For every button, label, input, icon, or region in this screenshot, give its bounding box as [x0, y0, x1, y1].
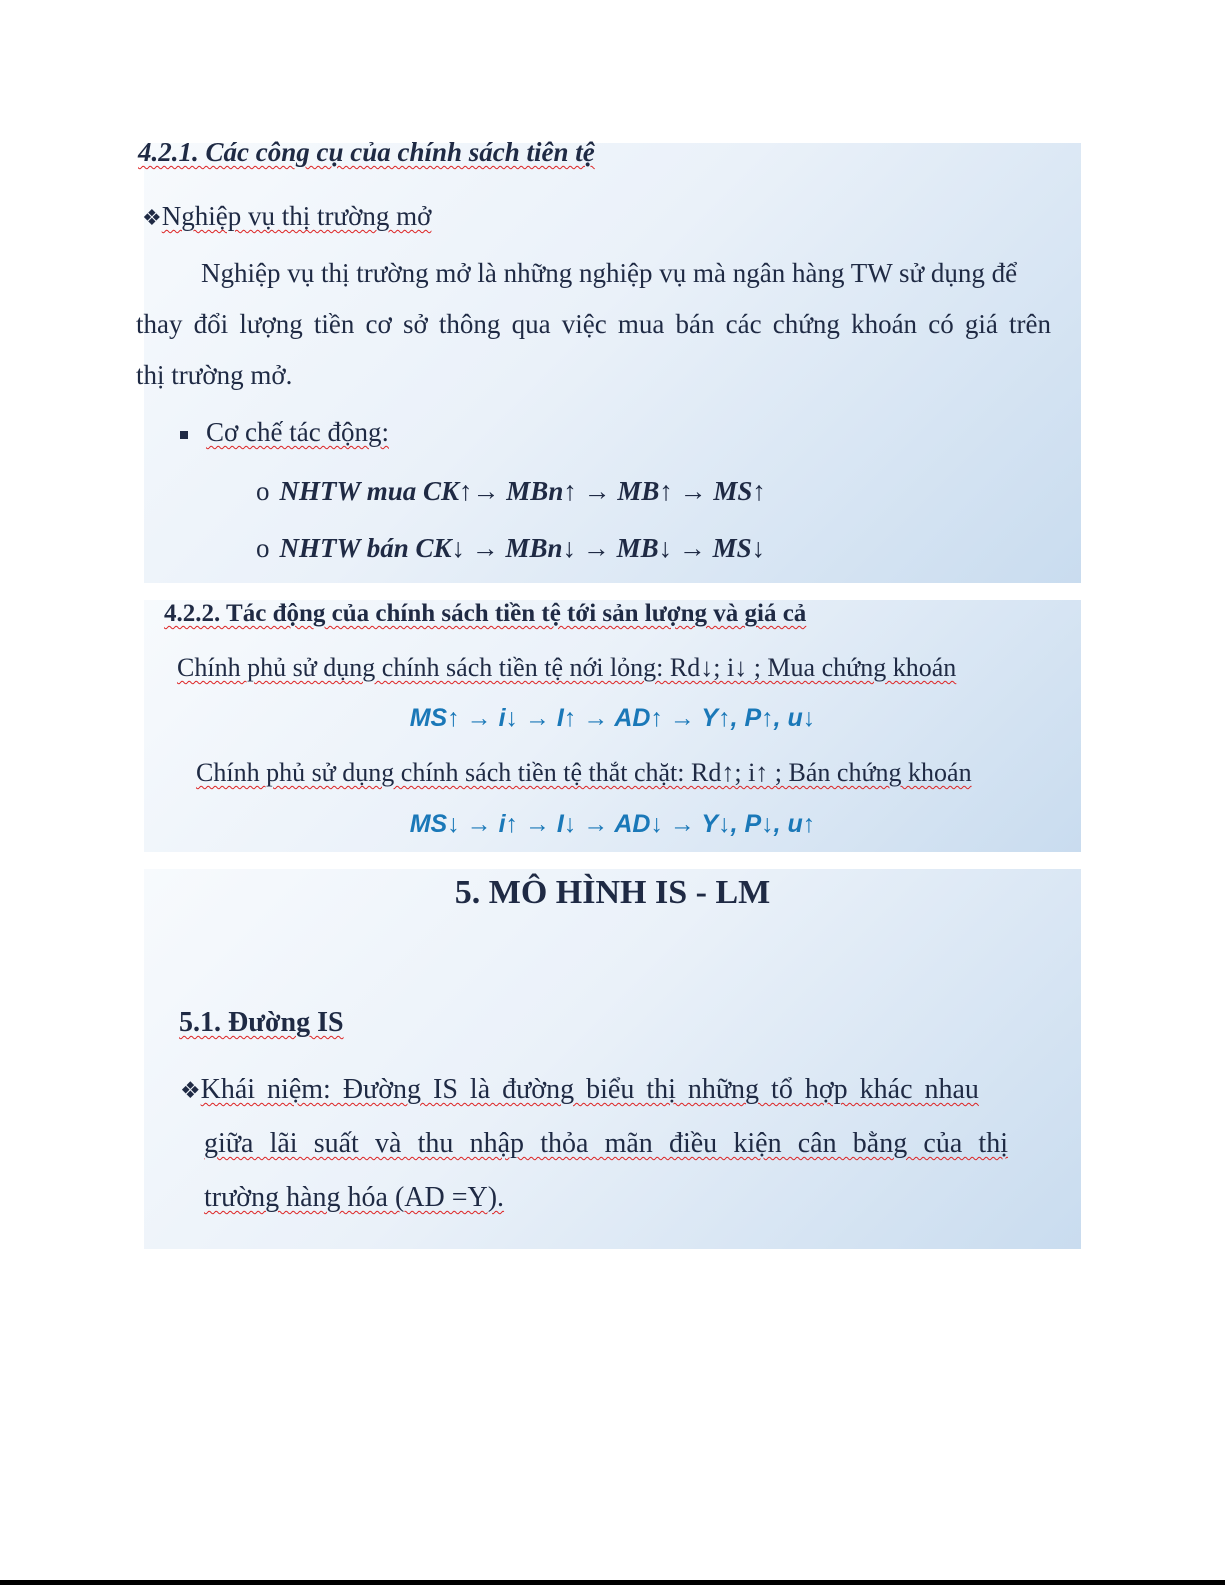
page-bottom-border	[0, 1580, 1225, 1585]
expansionary-text: Chính phủ sử dụng chính sách tiền tệ nới lỏng: Rd↓; i↓ ; Mua chứng khoán	[177, 653, 957, 682]
concept-text-3: trường hàng hóa (AD =Y).	[204, 1182, 505, 1213]
heading-422-text: 4.2.2. Tác động của chính sách tiền tệ tới sản lượng và giá cả	[164, 600, 807, 627]
paragraph-line-3: thị trường mở.	[136, 360, 293, 390]
square-bullet-icon	[180, 431, 188, 439]
contractionary-formula: MS↓ → i↑ → I↓ → AD↓ → Y↓, P↓, u↑	[409, 810, 816, 838]
contractionary-line	[196, 758, 972, 788]
concept-line-3	[204, 1182, 504, 1214]
expansionary-formula: MS↑ → i↓ → I↑ → AD↑ → Y↑, P↑, u↓	[409, 704, 816, 732]
mechanism-bullet	[180, 417, 389, 448]
diamond-bullet-icon: ❖	[180, 1078, 201, 1104]
formula-sell	[256, 533, 765, 564]
concept-text-2: giữa lãi suất và thu nhập thỏa mãn điều kiện cân bằng của thị	[204, 1128, 1008, 1159]
concept-line-1	[180, 1074, 1008, 1106]
formula-buy	[256, 476, 766, 507]
slide-monetary-effects	[144, 600, 1081, 852]
formula-sell-text: NHTW bán CK↓ → MBn↓ → MB↓ → MS↓	[279, 533, 766, 563]
heading-421-text: 4.2.1. Các công cụ của chính sách tiên tệ	[138, 137, 595, 167]
paragraph-line-1: Nghiệp vụ thị trường mở là những nghiệp vụ mà ngân hàng TW sử dụng để	[201, 258, 1018, 288]
concept-line-2	[204, 1128, 1008, 1160]
diamond-bullet-icon: ❖	[142, 206, 162, 231]
formula-buy-text: NHTW mua CK↑→ MBn↑ → MB↑ → MS↑	[279, 476, 766, 506]
circle-bullet-icon: o	[256, 476, 270, 506]
open-market-label: Nghiệp vụ thị trường mở	[161, 201, 432, 231]
slide-monetary-tools	[136, 137, 1081, 583]
paragraph-line-2: thay đổi lượng tiền cơ sở thông qua việc mua bán các chứng khoán có giá trên	[136, 309, 1051, 339]
slide-is-lm	[144, 869, 1081, 1249]
heading-421	[138, 137, 595, 168]
concept-text-1: Khái niệm: Đường IS là đường biểu thị những tổ hợp khác nhau	[200, 1074, 979, 1105]
expansionary-line	[177, 653, 956, 683]
bullet-open-market	[142, 201, 431, 232]
section-is-text: 5.1. Đường IS	[179, 1007, 344, 1038]
slide-title: 5. MÔ HÌNH IS - LM	[454, 874, 771, 911]
heading-422	[164, 600, 806, 628]
mechanism-label: Cơ chế tác động:	[206, 417, 389, 447]
section-is-curve	[179, 1007, 344, 1039]
circle-bullet-icon: o	[256, 533, 270, 563]
contractionary-text: Chính phủ sử dụng chính sách tiền tệ thắt chặt: Rd↑; i↑ ; Bán chứng khoán	[196, 758, 972, 787]
